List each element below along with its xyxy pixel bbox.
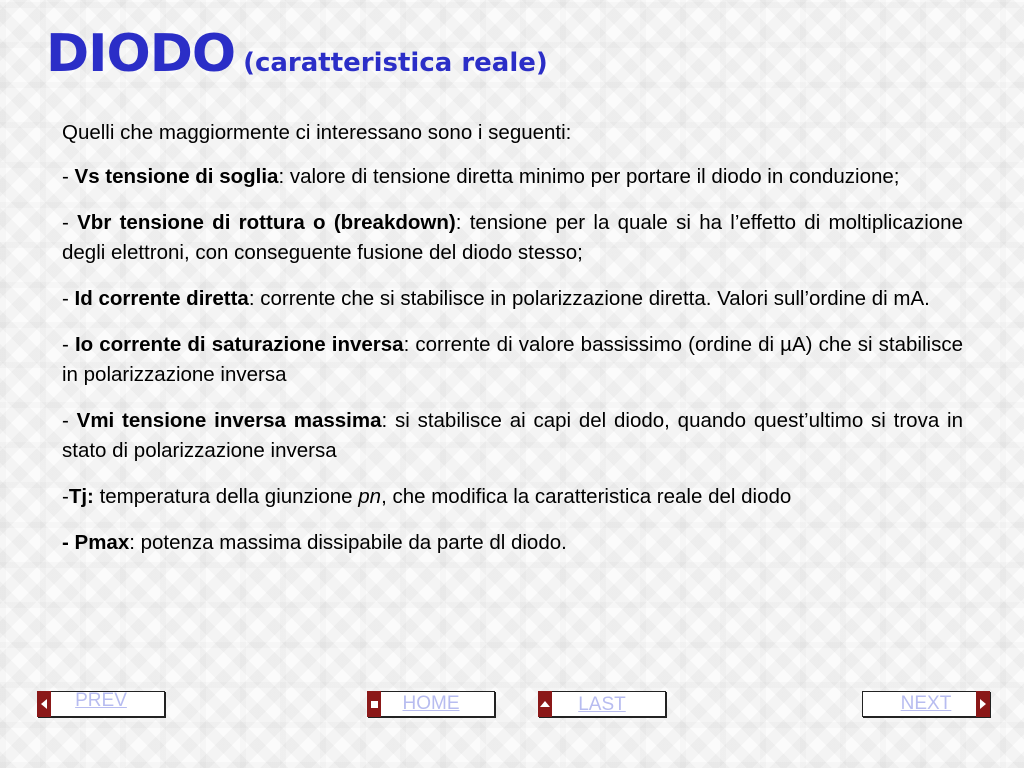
item-prefix: -	[62, 165, 75, 188]
intro-text: Quelli che maggiormente ci interessano sono i seguenti:	[62, 121, 572, 144]
title-main: DIODO	[46, 24, 236, 84]
item-prefix: -	[62, 211, 78, 234]
item-text: : si stabilisce ai capi del diodo, quando quest’ultimo si trova in stato di polarizzazione inversa	[62, 409, 963, 462]
item-text: : corrente di valore bassissimo (ordine di µA) che si stabilisce in polarizzazione inversa	[62, 333, 963, 386]
slide-body	[62, 118, 963, 574]
item-prefix: -	[62, 409, 77, 432]
title-subtitle: (caratteristica reale)	[243, 48, 548, 78]
item-text-italic: pn	[358, 485, 382, 508]
slide-title	[46, 24, 548, 84]
list-item-vbr	[62, 208, 963, 268]
item-prefix: -	[62, 287, 75, 310]
item-term: - Pmax	[62, 531, 130, 554]
item-term: Vmi tensione inversa massima	[76, 409, 382, 432]
home-label: HOME	[402, 693, 460, 714]
item-text: : tensione per la quale si ha l’effetto di moltiplicazione degli elettroni, con conseguente fusione del diodo stesso;	[62, 211, 963, 264]
list-item-vmi	[62, 406, 963, 466]
list-item-vs	[62, 162, 963, 192]
item-term: Id corrente diretta	[74, 287, 249, 310]
item-text: : potenza massima dissipabile da parte dl diodo.	[129, 531, 567, 554]
item-text: : corrente che si stabilisce in polarizzazione diretta. Valori sull’ordine di mA.	[248, 287, 930, 310]
prev-label: PREV	[75, 690, 127, 711]
item-term: Vbr tensione di rottura o (breakdown)	[77, 211, 456, 234]
item-text: , che modifica la caratteristica reale del diodo	[381, 485, 792, 508]
list-item-tj	[62, 482, 963, 512]
item-term: Vs tensione di soglia	[74, 165, 279, 188]
item-prefix: -	[62, 485, 69, 508]
item-term: Tj:	[68, 485, 94, 508]
item-prefix: -	[62, 333, 75, 356]
prev-button[interactable]	[37, 691, 165, 717]
last-button[interactable]	[538, 691, 666, 717]
list-item-id	[62, 284, 963, 314]
next-label: NEXT	[900, 693, 952, 714]
list-item-pmax	[62, 528, 963, 558]
item-term: Io corrente di saturazione inversa	[74, 333, 404, 356]
item-text: : valore di tensione diretta minimo per portare il diodo in conduzione;	[278, 165, 900, 188]
next-button[interactable]	[862, 691, 990, 717]
last-label: LAST	[578, 694, 626, 715]
list-item-io	[62, 330, 963, 390]
item-text: temperatura della giunzione	[93, 485, 359, 508]
home-button[interactable]	[367, 691, 495, 717]
